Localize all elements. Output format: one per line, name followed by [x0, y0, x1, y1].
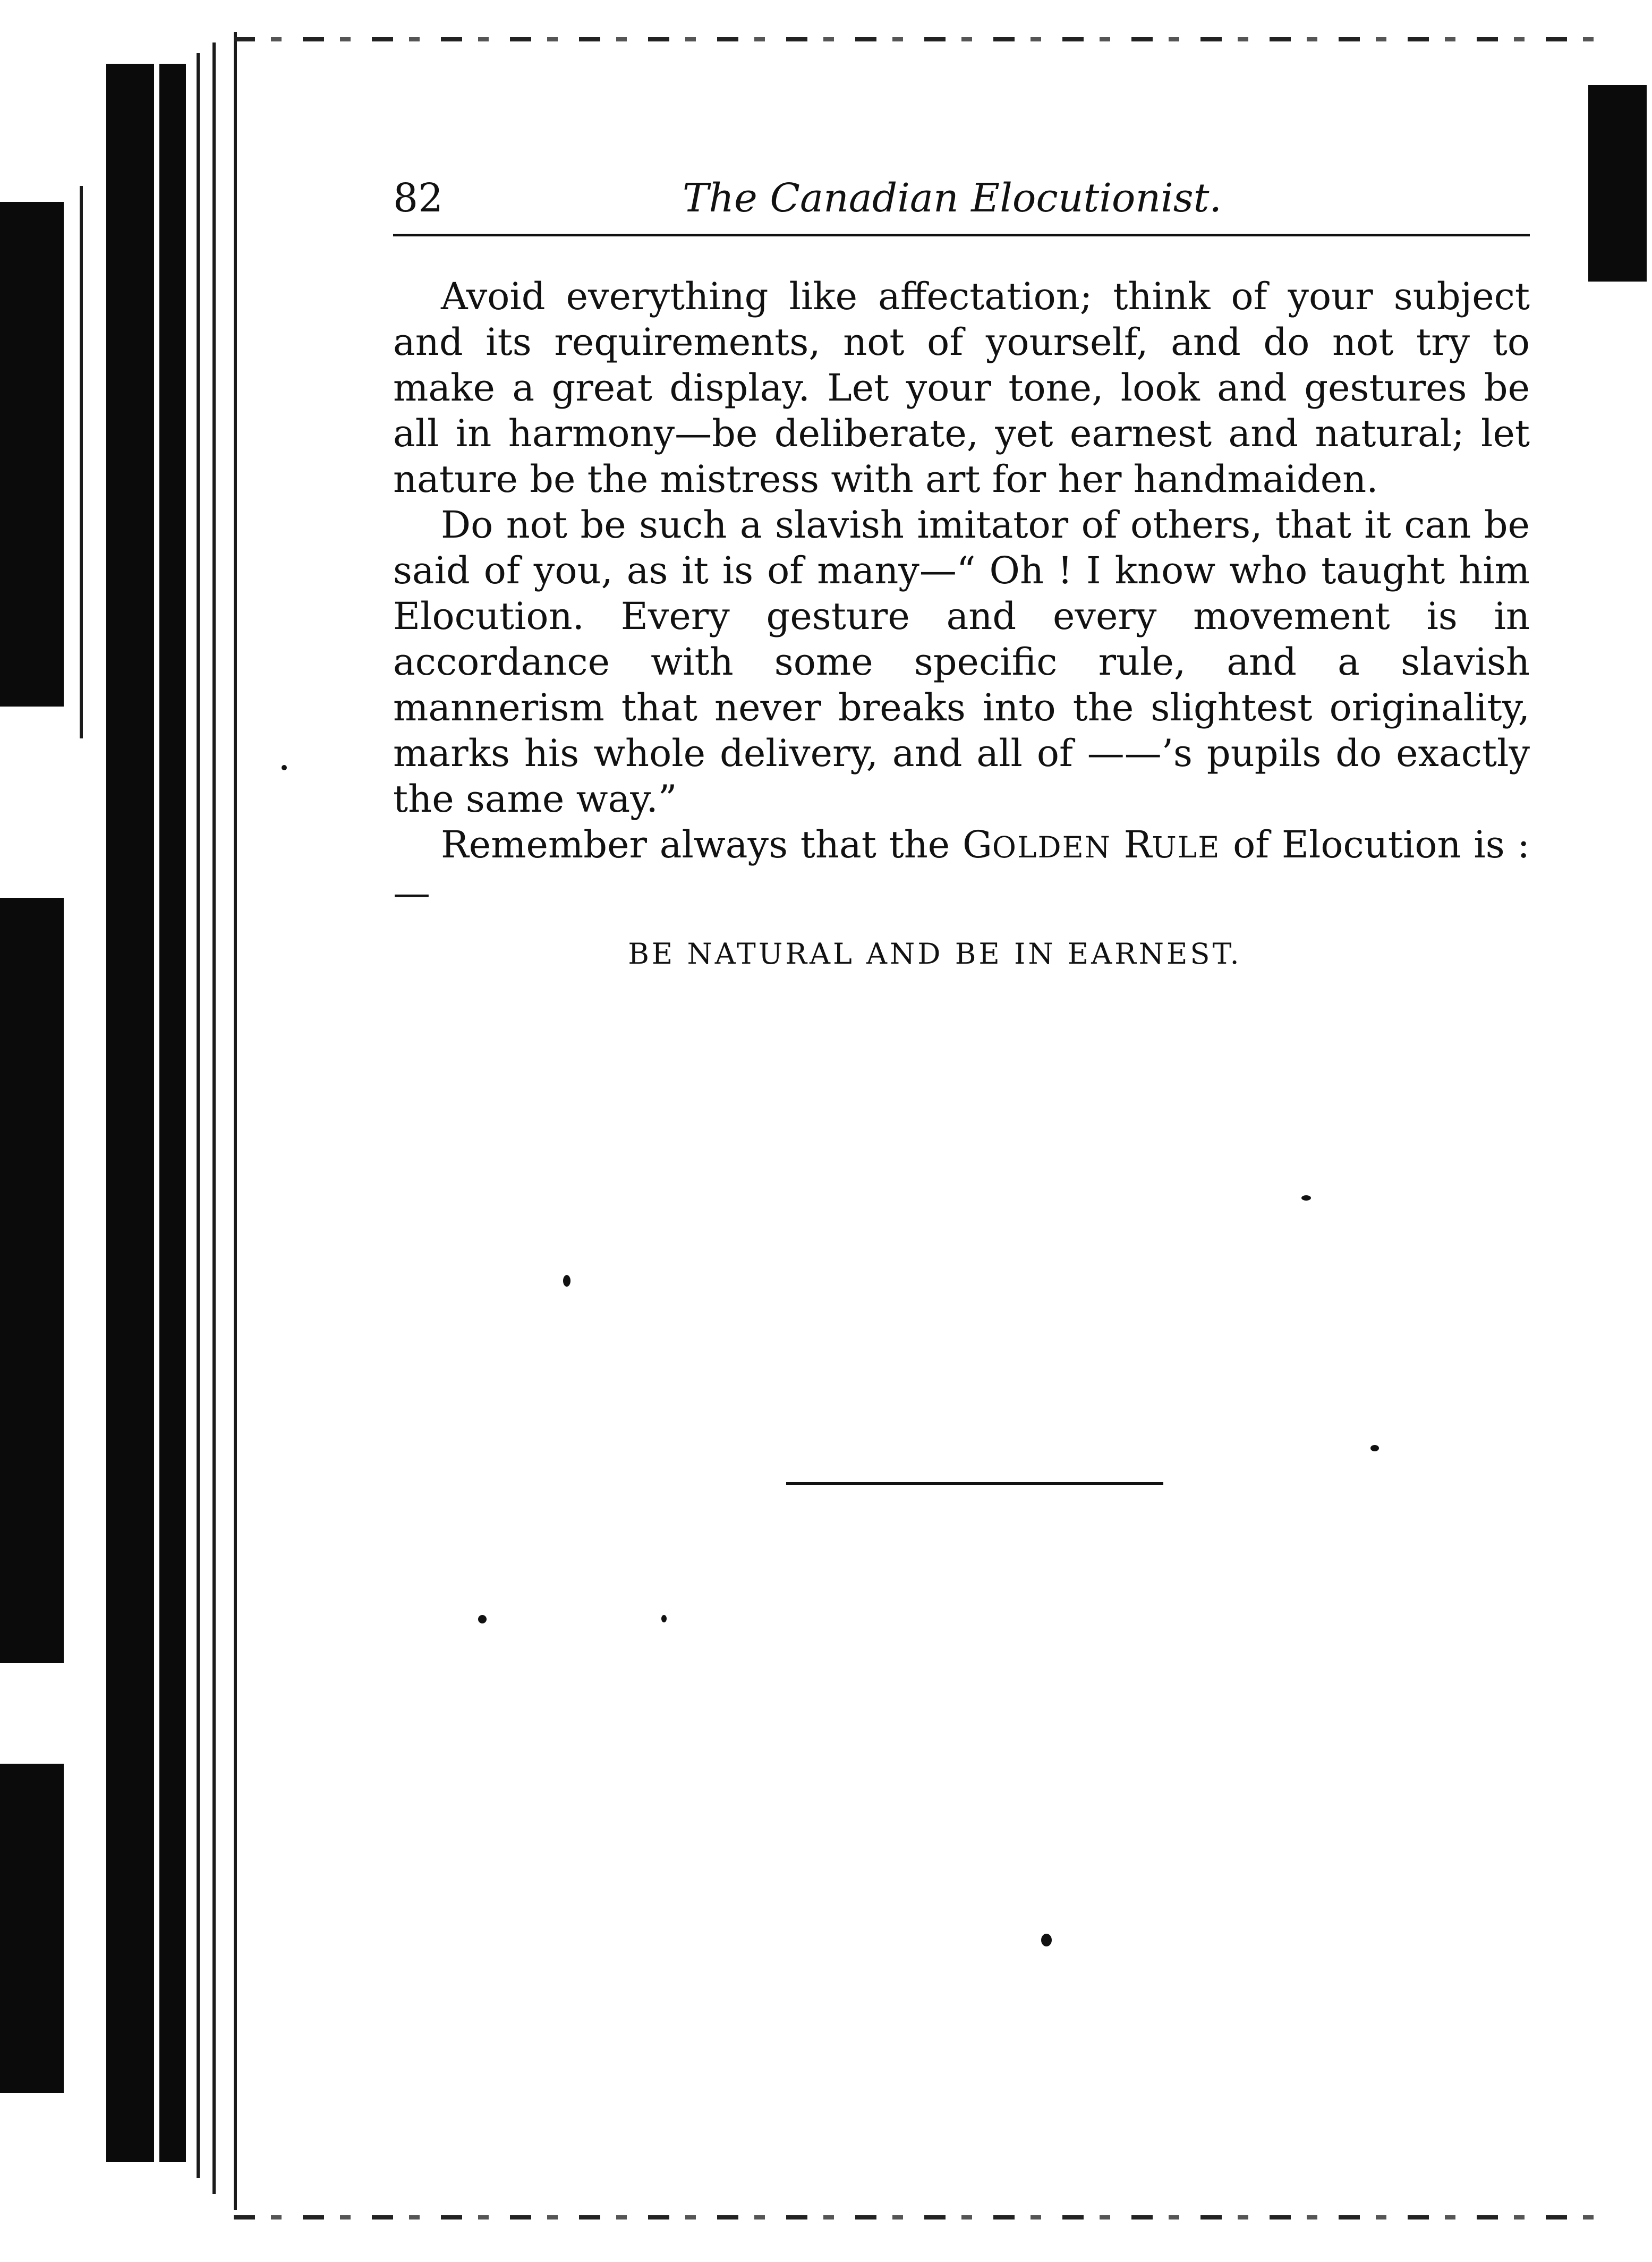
- gutter-bar: [106, 64, 154, 2162]
- gutter-bar: [159, 64, 186, 2162]
- scan-speck: [1041, 1934, 1052, 1946]
- gutter-line: [197, 53, 200, 2178]
- running-head: [393, 159, 1530, 236]
- section-rule: [786, 1482, 1163, 1485]
- scan-speck: [661, 1615, 667, 1622]
- motto: BE NATURAL AND BE IN EARNEST.: [628, 937, 1242, 971]
- scan-speck: [563, 1275, 570, 1287]
- page-top-edge: [234, 37, 1615, 41]
- scan-speck: [282, 765, 287, 770]
- small-caps-text: ULE: [1152, 830, 1221, 864]
- running-title: The Canadian Elocutionist.: [683, 175, 1222, 221]
- paragraph: Avoid everything like affectation; think of your subject and its requirements, not of yourself, and do not try to make a great display. Let your tone, look and gestures be all in harmony—be deliberate, yet earnest and natural; let nature be the mistress with art for her handmaiden.: [393, 275, 1530, 501]
- gutter-line: [234, 32, 237, 2210]
- page-content: [393, 159, 1530, 971]
- gutter-line: [80, 186, 83, 738]
- golden-rule-paragraph: [393, 822, 1530, 916]
- gutter-bar: [0, 202, 64, 707]
- small-caps-text: OLDEN: [992, 830, 1111, 864]
- small-caps-initial: G: [962, 823, 992, 866]
- text-run: of Elocution is :—: [393, 823, 1530, 915]
- scan-speck: [1370, 1445, 1379, 1451]
- gutter-bar: [0, 1764, 64, 2093]
- paragraph: Do not be such a slavish imitator of others, that it can be said of you, as it is of many—“ Oh ! I know who taught him Elocution. Every gesture and every movement is in accordance with some specific rule, and a slavish mannerism that never breaks into the slightest originality, marks his whole delivery, and all of ——’s pupils do exactly the same way.”: [393, 503, 1530, 821]
- page-edge-tab: [1588, 85, 1647, 282]
- small-caps-initial: R: [1123, 823, 1152, 866]
- gutter-bar: [0, 898, 64, 1663]
- gutter-line: [212, 42, 216, 2194]
- page-bottom-edge: [234, 2215, 1615, 2220]
- scan-speck: [478, 1615, 487, 1623]
- page-number: 82: [393, 175, 444, 221]
- body-text: [393, 274, 1530, 916]
- scan-speck: [1301, 1195, 1311, 1201]
- page-gutter: [0, 0, 250, 2262]
- text-run: Remember always that the: [441, 823, 963, 866]
